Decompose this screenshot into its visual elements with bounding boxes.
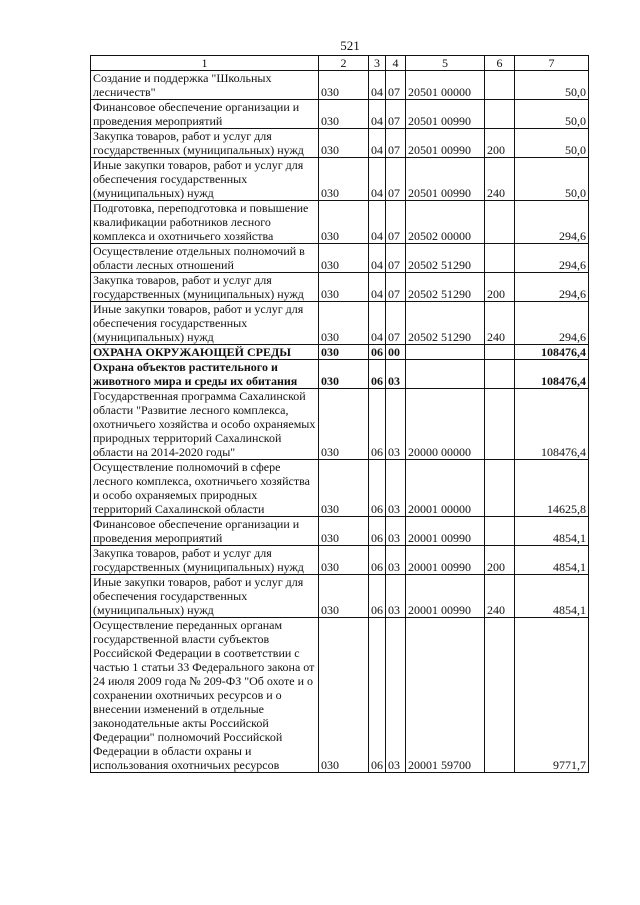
row-col4: 00 [386, 345, 406, 360]
row-col7: 108476,4 [515, 389, 589, 460]
row-name: Иные закупки товаров, работ и услуг для обеспечения государственных (муниципальных) нужд [91, 302, 319, 345]
row-name: Создание и поддержка "Школьных лесничеств" [91, 71, 319, 100]
row-col2: 030 [319, 201, 369, 244]
row-col2: 030 [319, 360, 369, 389]
row-col7: 294,6 [515, 302, 589, 345]
row-name: Закупка товаров, работ и услуг для государственных (муниципальных) нужд [91, 273, 319, 302]
row-col6: 240 [485, 158, 515, 201]
row-col2: 030 [319, 389, 369, 460]
row-col7: 4854,1 [515, 575, 589, 618]
row-col4: 03 [386, 546, 406, 575]
row-col2: 030 [319, 302, 369, 345]
row-name: Осуществление полномочий в сфере лесного комплекса, охотничьего хозяйства и особо охраняемых природных территорий Сахалинской области [91, 460, 319, 517]
row-col6: 240 [485, 575, 515, 618]
row-name: Закупка товаров, работ и услуг для государственных (муниципальных) нужд [91, 129, 319, 158]
row-col7: 50,0 [515, 158, 589, 201]
row-col7: 294,6 [515, 201, 589, 244]
row-col4: 07 [386, 273, 406, 302]
table-row [91, 71, 589, 100]
column-header: 3 [369, 56, 386, 71]
row-col5 [406, 345, 485, 360]
table-row [91, 273, 589, 302]
table-row [91, 302, 589, 345]
row-col3: 06 [369, 546, 386, 575]
row-col2: 030 [319, 460, 369, 517]
table-row [91, 575, 589, 618]
row-col6: 240 [485, 302, 515, 345]
row-col6 [485, 517, 515, 546]
row-col6: 200 [485, 546, 515, 575]
row-col7: 50,0 [515, 71, 589, 100]
row-col3: 04 [369, 129, 386, 158]
row-col3: 04 [369, 273, 386, 302]
table-row [91, 129, 589, 158]
row-col6 [485, 618, 515, 773]
row-col5: 20501 00990 [406, 129, 485, 158]
row-col5 [406, 360, 485, 389]
table-row [91, 618, 589, 773]
column-header: 2 [319, 56, 369, 71]
row-col5: 20501 00000 [406, 71, 485, 100]
row-col6 [485, 201, 515, 244]
row-name: Финансовое обеспечение организации и проведения мероприятий [91, 100, 319, 129]
row-col3: 04 [369, 244, 386, 273]
row-col5: 20502 51290 [406, 302, 485, 345]
row-col7: 4854,1 [515, 517, 589, 546]
row-col6: 200 [485, 273, 515, 302]
row-col3: 04 [369, 71, 386, 100]
row-name: Осуществление переданных органам государственной власти субъектов Российской Федерации в соответствии с частью 1 статьи 33 Федерального закона от 24 июля 2009 года № 209-ФЗ "Об охоте и о сохранении охотничьих ресурсов и о внесении изменений в отдельные законодательные акты Российской Федерации" полномочий Российской Федерации в области охраны и использования охотничьих ресурсов [91, 618, 319, 773]
row-col4: 03 [386, 517, 406, 546]
row-col5: 20001 59700 [406, 618, 485, 773]
row-col2: 030 [319, 158, 369, 201]
row-name: ОХРАНА ОКРУЖАЮЩЕЙ СРЕДЫ [91, 345, 319, 360]
row-col3: 06 [369, 575, 386, 618]
budget-table [90, 55, 589, 773]
row-col3: 06 [369, 389, 386, 460]
table-row [91, 244, 589, 273]
row-col4: 03 [386, 575, 406, 618]
row-col5: 20001 00000 [406, 460, 485, 517]
row-col7: 294,6 [515, 244, 589, 273]
row-col2: 030 [319, 546, 369, 575]
row-col4: 07 [386, 100, 406, 129]
row-col4: 03 [386, 389, 406, 460]
row-col4: 07 [386, 71, 406, 100]
row-col5: 20502 51290 [406, 244, 485, 273]
row-col5: 20502 51290 [406, 273, 485, 302]
table-row [91, 546, 589, 575]
table-row [91, 360, 589, 389]
row-col7: 294,6 [515, 273, 589, 302]
column-header: 7 [515, 56, 589, 71]
table-row [91, 201, 589, 244]
row-col6 [485, 244, 515, 273]
table-row [91, 158, 589, 201]
row-col6 [485, 345, 515, 360]
row-col4: 07 [386, 158, 406, 201]
row-col4: 03 [386, 460, 406, 517]
row-col4: 07 [386, 129, 406, 158]
row-col2: 030 [319, 517, 369, 546]
row-name: Финансовое обеспечение организации и проведения мероприятий [91, 517, 319, 546]
table-row [91, 460, 589, 517]
row-col7: 108476,4 [515, 345, 589, 360]
row-col6 [485, 460, 515, 517]
row-col5: 20001 00990 [406, 575, 485, 618]
row-col3: 04 [369, 158, 386, 201]
row-col2: 030 [319, 345, 369, 360]
column-header: 4 [386, 56, 406, 71]
column-header: 1 [91, 56, 319, 71]
row-col7: 108476,4 [515, 360, 589, 389]
row-col6 [485, 100, 515, 129]
row-col6 [485, 360, 515, 389]
row-col7: 4854,1 [515, 546, 589, 575]
row-name: Иные закупки товаров, работ и услуг для обеспечения государственных (муниципальных) нужд [91, 575, 319, 618]
row-col4: 07 [386, 201, 406, 244]
row-col6 [485, 389, 515, 460]
row-col2: 030 [319, 71, 369, 100]
row-col5: 20001 00990 [406, 517, 485, 546]
header-row [91, 56, 589, 71]
table-row [91, 517, 589, 546]
row-col3: 04 [369, 100, 386, 129]
row-col4: 03 [386, 618, 406, 773]
row-name: Подготовка, переподготовка и повышение квалификации работников лесного комплекса и охотничьего хозяйства [91, 201, 319, 244]
column-header: 5 [406, 56, 485, 71]
row-col2: 030 [319, 575, 369, 618]
row-col6: 200 [485, 129, 515, 158]
row-col4: 03 [386, 360, 406, 389]
row-col7: 9771,7 [515, 618, 589, 773]
row-col6 [485, 71, 515, 100]
row-col3: 04 [369, 201, 386, 244]
row-col2: 030 [319, 100, 369, 129]
row-col4: 07 [386, 302, 406, 345]
row-col5: 20501 00990 [406, 100, 485, 129]
row-col3: 06 [369, 618, 386, 773]
row-col3: 06 [369, 360, 386, 389]
row-col2: 030 [319, 244, 369, 273]
table-row [91, 345, 589, 360]
column-header: 6 [485, 56, 515, 71]
row-name: Охрана объектов растительного и животного мира и среды их обитания [91, 360, 319, 389]
row-col5: 20001 00990 [406, 546, 485, 575]
page-number: 521 [340, 38, 360, 53]
row-col5: 20501 00990 [406, 158, 485, 201]
row-col4: 07 [386, 244, 406, 273]
row-name: Государственная программа Сахалинской области "Развитие лесного комплекса, охотничьего хозяйства и особо охраняемых природных территорий Сахалинской области на 2014-2020 годы" [91, 389, 319, 460]
row-col7: 14625,8 [515, 460, 589, 517]
row-col2: 030 [319, 618, 369, 773]
row-col5: 20502 00000 [406, 201, 485, 244]
row-name: Закупка товаров, работ и услуг для государственных (муниципальных) нужд [91, 546, 319, 575]
row-col7: 50,0 [515, 100, 589, 129]
row-col3: 06 [369, 460, 386, 517]
table-row [91, 389, 589, 460]
row-col3: 04 [369, 302, 386, 345]
row-col3: 06 [369, 345, 386, 360]
row-col2: 030 [319, 129, 369, 158]
row-col5: 20000 00000 [406, 389, 485, 460]
row-col7: 50,0 [515, 129, 589, 158]
row-name: Иные закупки товаров, работ и услуг для обеспечения государственных (муниципальных) нужд [91, 158, 319, 201]
table-body [91, 71, 589, 773]
row-name: Осуществление отдельных полномочий в области лесных отношений [91, 244, 319, 273]
row-col2: 030 [319, 273, 369, 302]
row-col3: 06 [369, 517, 386, 546]
table-row [91, 100, 589, 129]
